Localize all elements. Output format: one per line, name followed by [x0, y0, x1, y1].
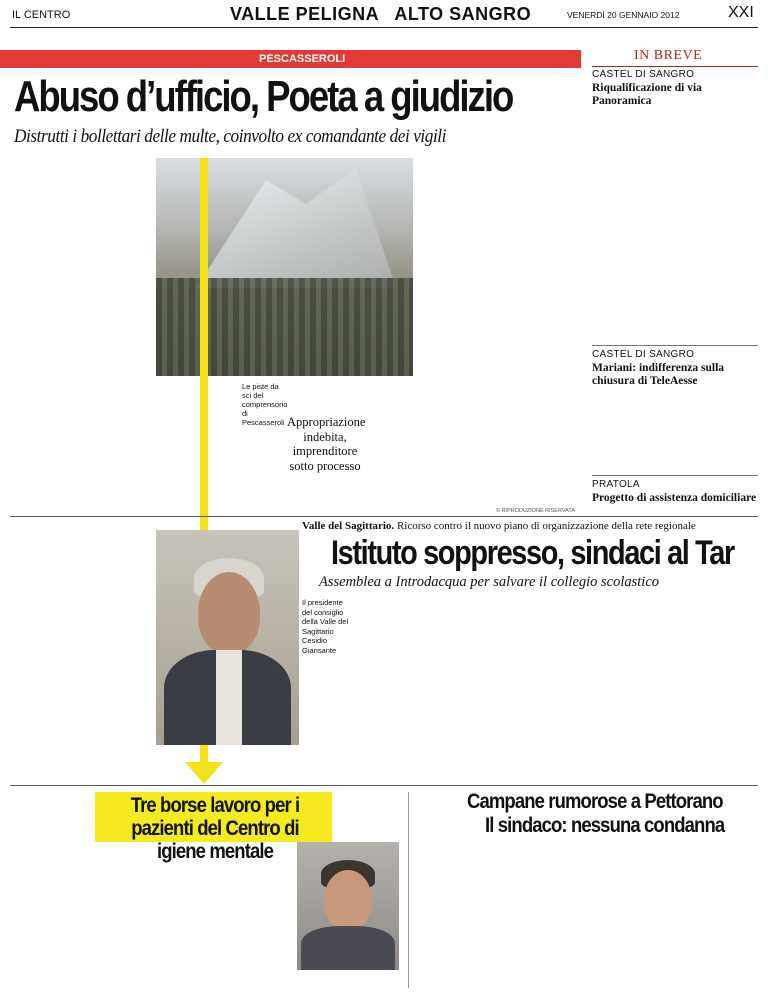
header-rule: [10, 27, 758, 28]
sidebar-item-place: CASTEL DI SANGRO: [592, 69, 695, 80]
sidebar-divider: [592, 475, 758, 476]
sidebar-title: IN BREVE: [634, 48, 703, 63]
ski-slopes-photo: [156, 158, 413, 376]
giansante-photo: [156, 530, 299, 745]
photo-mountain: [196, 168, 396, 288]
story4-subhead: Il sindaco: nessuna condanna: [485, 814, 725, 837]
newspaper-name: IL CENTRO: [12, 9, 71, 21]
sidebar-item-place: CASTEL DI SANGRO: [592, 349, 695, 360]
pullquote: Appropriazione indebita, imprenditore sotto processo: [287, 415, 366, 473]
sidebar-item-1: [592, 69, 758, 114]
page-date: VENERDÌ 20 GENNAIO 2012: [567, 10, 680, 20]
section-rule-2: [10, 785, 758, 786]
main-headline: Abuso d’ufficio, Poeta a giudizio: [14, 72, 513, 121]
section-title: VALLE PELIGNA ALTO SANGRO: [230, 4, 532, 24]
section-ribbon: [0, 50, 581, 68]
photo-jacket: [301, 926, 395, 970]
ribbon-label: PESCASSEROLI: [259, 53, 346, 65]
story3-headline: Tre borse lavoro per i pazienti del Centro di igiene mentale: [130, 794, 300, 863]
sidebar-item-place: PRATOLA: [592, 479, 640, 490]
page-number: XXI: [728, 4, 754, 21]
sidebar-item-title: Riqualificazione di via Panoramica: [592, 82, 702, 107]
sidebar-item-title: Mariani: indifferenza sulla chiusura di TeleAesse: [592, 362, 725, 387]
di-ianni-photo: [297, 842, 399, 970]
copyright: © RIPRODUZIONE RISERVATA: [495, 508, 575, 514]
yellow-arrow-head-icon: [185, 762, 223, 784]
photo-face: [324, 870, 372, 930]
photo-shirt: [216, 650, 242, 745]
story4-headline: Campane rumorose a Pettorano: [467, 790, 723, 813]
story2-subhead: Assemblea a Introdacqua per salvare il collegio scolastico: [319, 574, 660, 590]
photo-face: [198, 572, 260, 654]
sidebar-title-rule: [592, 66, 758, 67]
photo-trees: [156, 278, 413, 376]
story2-kicker-text: Ricorso contro il nuovo piano di organizzazione della rete regionale: [394, 520, 696, 532]
sidebar-item-3: [592, 479, 758, 511]
story2-kicker: [302, 520, 696, 532]
story3-headline-box: [95, 792, 332, 863]
story2-kicker-bold: Valle del Sagittario.: [302, 520, 395, 532]
section-rule: [10, 516, 758, 517]
sidebar-item-title: Progetto di assistenza domiciliare: [592, 492, 757, 504]
main-subhead: Distrutti i bollettari delle multe, coinvolto ex comandante dei vigili: [14, 126, 447, 147]
sidebar-item-2: [592, 349, 758, 394]
story2-caption: Il presidente del consiglio della Valle del Sagittario Cesidio Giansante: [302, 598, 349, 655]
story-3-4-rule: [408, 792, 409, 988]
sidebar-divider: [592, 345, 758, 346]
story2-headline: Istituto soppresso, sindaci al Tar: [331, 534, 734, 572]
photo-caption: Le piste da sci del comprensorio di Pescasseroli: [242, 382, 288, 427]
